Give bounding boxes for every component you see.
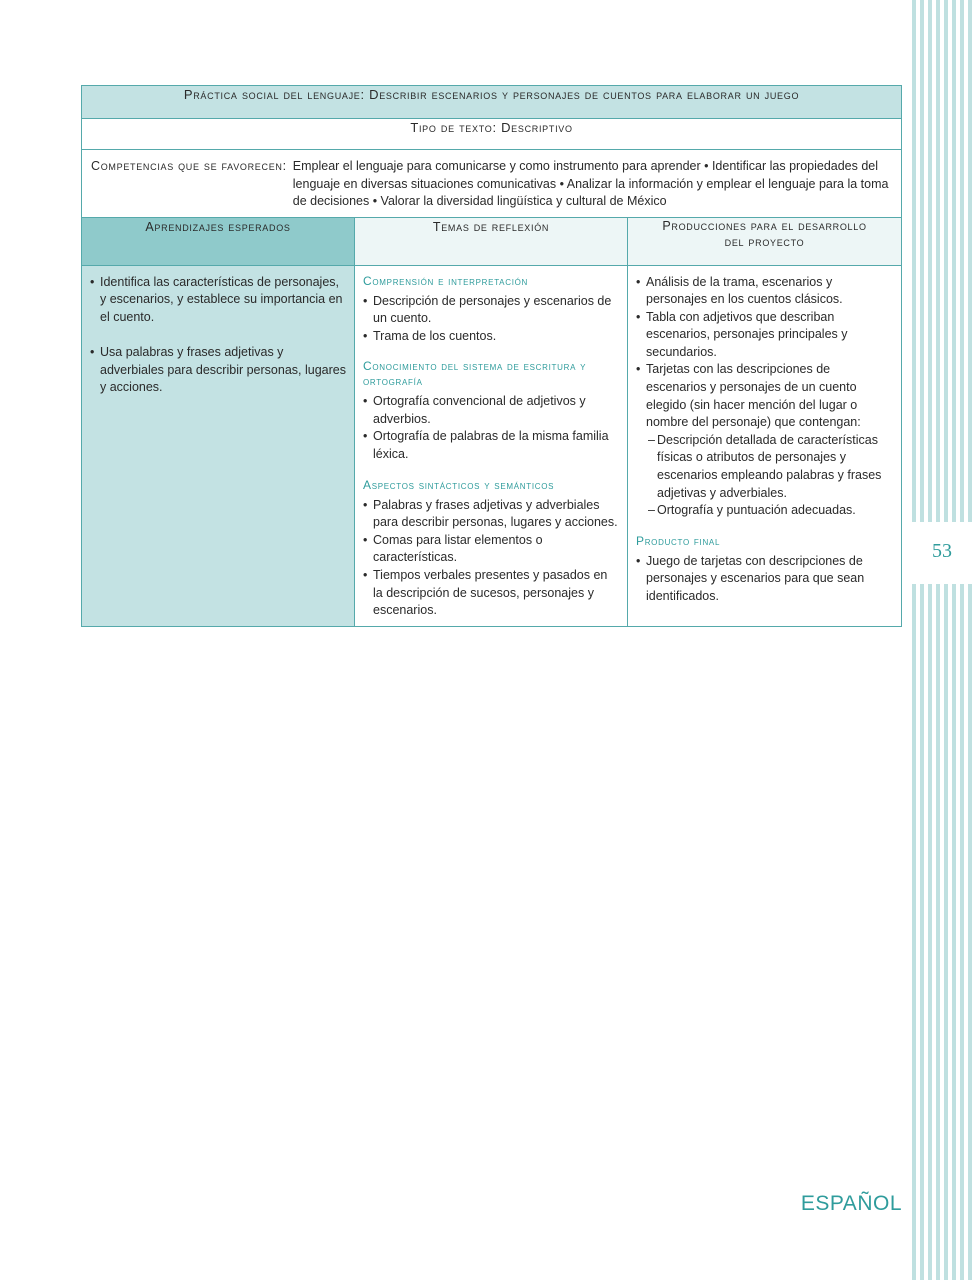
program-table	[81, 85, 902, 627]
sub-list-item: – Descripción detallada de características físicas o atributos de personajes y escenarios empleando palabras y frases adjetivas y adverbiales.	[648, 432, 893, 502]
subject-label: ESPAÑOL	[800, 1192, 902, 1215]
table-title: Práctica social del lenguaje: Describir escenarios y personajes de cuentos para elaborar un juego	[82, 86, 902, 119]
decorative-stripes	[912, 0, 972, 1280]
sub-list-item: – Ortografía y puntuación adecuadas.	[648, 502, 893, 520]
header-aprendizajes: Aprendizajes esperados	[82, 217, 355, 265]
list-item: • Trama de los cuentos.	[363, 328, 619, 346]
list-item: • Tabla con adjetivos que describan escenarios, personajes principales y secundarios.	[636, 309, 893, 362]
list-item: • Descripción de personajes y escenarios de un cuento.	[363, 293, 619, 328]
list-item: • Tarjetas con las descripciones de escenarios y personajes de un cuento elegido (sin hacer mención del lugar o nombre del personaje) que contengan:	[636, 361, 893, 431]
section-title: Producto final	[636, 533, 721, 548]
competencias-text: Emplear el lenguaje para comunicarse y como instrumento para aprender • Identificar las propiedades del lenguaje en diversas situaciones comunicativas • Analizar la información y emplear el lenguaje para la toma de decisiones • Valorar la diversidad lingüística y cultural de México	[292, 159, 889, 208]
page-number: 53	[932, 540, 952, 562]
competencias-cell	[82, 150, 902, 218]
section-title: Conocimiento del sistema de escritura y ortografía	[363, 359, 587, 389]
header-producciones: Producciones para el desarrollo del proyecto	[628, 217, 902, 265]
list-item: • Ortografía convencional de adjetivos y adverbios.	[363, 393, 619, 428]
temas-cell	[355, 265, 628, 626]
list-item: • Palabras y frases adjetivas y adverbiales para describir personas, lugares y acciones.	[363, 497, 619, 532]
text-type: Tipo de texto: Descriptivo	[82, 119, 902, 150]
list-item: • Usa palabras y frases adjetivas y adverbiales para describir personas, lugares y acciones.	[90, 344, 346, 397]
producciones-cell	[628, 265, 902, 626]
list-item: • Juego de tarjetas con descripciones de personajes y escenarios para que sean identificados.	[636, 553, 893, 606]
section-title: Comprensión e interpretación	[363, 273, 529, 288]
section-title: Aspectos sintácticos y semánticos	[363, 477, 555, 492]
list-item: • Identifica las características de personajes, y escenarios, y establece su importancia en el cuento.	[90, 274, 346, 327]
list-item: • Tiempos verbales presentes y pasados en la descripción de sucesos, personajes y escenarios.	[363, 567, 619, 620]
list-item: • Análisis de la trama, escenarios y personajes en los cuentos clásicos.	[636, 274, 893, 309]
list-item: • Comas para listar elementos o características.	[363, 532, 619, 567]
header-temas: Temas de reflexión	[355, 217, 628, 265]
list-item: • Ortografía de palabras de la misma familia léxica.	[363, 428, 619, 463]
competencias-label: Competencias que se favorecen:	[91, 159, 287, 173]
aprendizajes-cell	[82, 265, 355, 626]
